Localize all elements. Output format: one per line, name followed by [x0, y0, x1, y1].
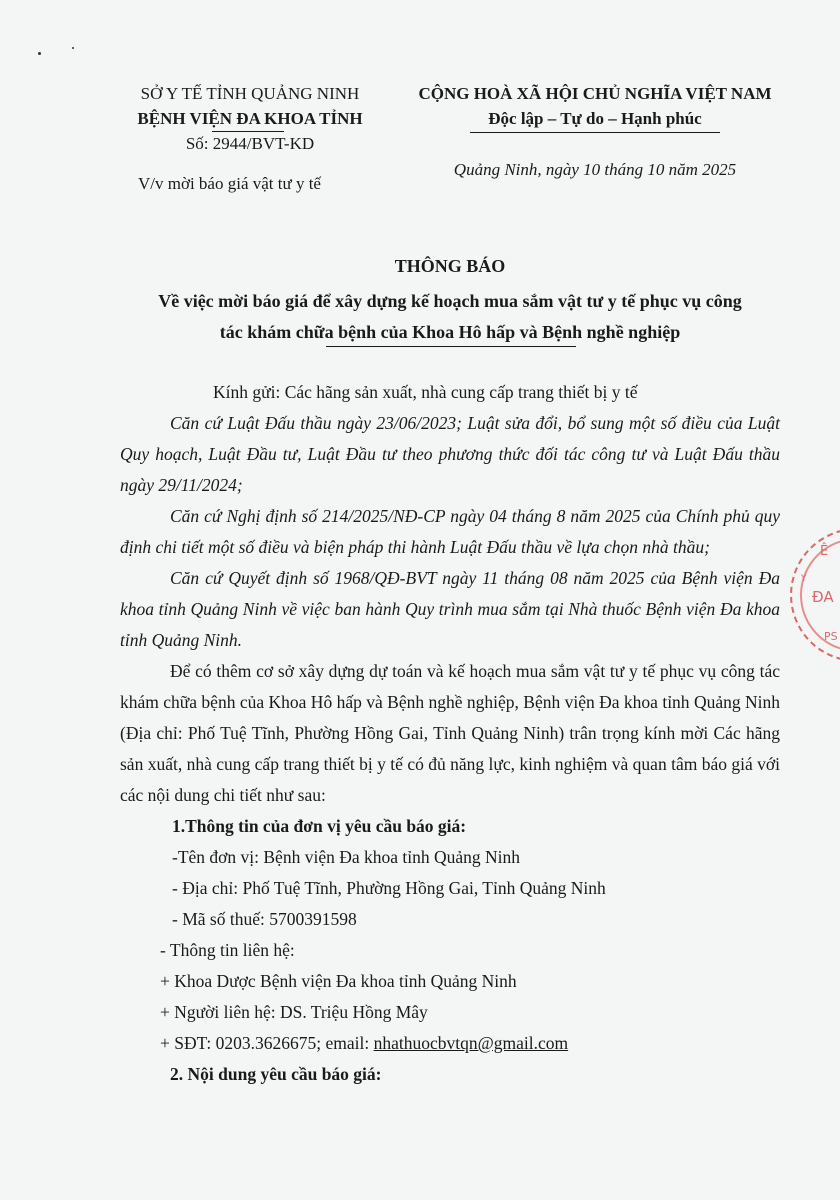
header-country: CỘNG HOÀ XÃ HỘI CHỦ NGHĨA VIỆT NAM	[418, 84, 772, 103]
header-department: SỞ Y TẾ TỈNH QUẢNG NINH	[140, 84, 360, 103]
contact-email-link[interactable]: nhathuocbvtqn@gmail.com	[373, 1033, 569, 1053]
contact-phone-email	[160, 1028, 568, 1059]
unit-address: - Địa chỉ: Phố Tuệ Tĩnh, Phường Hồng Gai, Tỉnh Quảng Ninh	[172, 878, 606, 898]
intro-paragraph: Để có thêm cơ sở xây dựng dự toán và kế hoạch mua sắm vật tư y tế phục vụ công tác khám chữa bệnh của Khoa Hô hấp và Bệnh nghề nghiệp, Bệnh viện Đa khoa tỉnh Quảng Ninh (Địa chỉ: Phố Tuệ Tĩnh, Phường Hồng Gai, Tỉnh Quảng Ninh) trân trọng kính mời Các hãng sản xuất, nhà cung cấp trang thiết bị y tế có đủ năng lực, kinh nghiệm và quan tâm báo giá với các nội dung chi tiết như sau:	[120, 661, 780, 805]
title-line2: tác khám chữa bệnh của Khoa Hô hấp và Bệnh nghề nghiệp	[219, 322, 681, 342]
header-motto: Độc lập – Tự do – Hạnh phúc	[488, 109, 702, 128]
title-underline	[326, 346, 576, 347]
unit-name: -Tên đơn vị: Bệnh viện Đa khoa tỉnh Quảng Ninh	[172, 847, 521, 867]
title-line1: Về việc mời báo giá để xây dựng kế hoạch mua sắm vật tư y tế phục vụ công	[158, 291, 742, 311]
header-motto-underline	[470, 132, 720, 133]
seal-text-side: Y	[801, 574, 807, 584]
contact-department: + Khoa Dược Bệnh viện Đa khoa tỉnh Quảng Ninh	[160, 971, 517, 991]
contact-phone: + SĐT: 0203.3626675; email:	[160, 1033, 374, 1053]
document-number: Số: 2944/BVT-KD	[185, 134, 315, 153]
seal-text-mid: ĐA	[812, 588, 834, 606]
recipient-line: Kính gửi: Các hãng sản xuất, nhà cung cấp trang thiết bị y tế	[213, 382, 638, 402]
seal-text-top: Ê	[820, 544, 829, 559]
legal-basis-3: Căn cứ Quyết định số 1968/QĐ-BVT ngày 11 tháng 08 năm 2025 của Bệnh viện Đa khoa tỉnh Quảng Ninh về việc ban hành Quy trình mua sắm tại Nhà thuốc Bệnh viện Đa khoa tỉnh Quảng Ninh.	[120, 568, 780, 650]
section1-heading: 1.Thông tin của đơn vị yêu cầu báo giá:	[172, 816, 467, 836]
section2-heading: 2. Nội dung yêu cầu báo giá:	[170, 1064, 382, 1084]
official-seal	[790, 528, 840, 662]
contact-heading: - Thông tin liên hệ:	[160, 940, 295, 960]
tax-code: - Mã số thuế: 5700391598	[172, 909, 357, 929]
legal-basis-2: Căn cứ Nghị định số 214/2025/NĐ-CP ngày 04 tháng 8 năm 2025 của Chính phủ quy định chi tiết một số điều và biện pháp thi hành Luật Đấu thầu về lựa chọn nhà thầu;	[120, 506, 780, 557]
header-hospital: BỆNH VIỆN ĐA KHOA TỈNH	[137, 109, 363, 128]
scan-speck	[38, 52, 41, 55]
seal-text-bottom: PS	[824, 630, 838, 643]
scan-speck	[72, 47, 74, 49]
title-main: THÔNG BÁO	[394, 256, 506, 276]
legal-basis-1: Căn cứ Luật Đấu thầu ngày 23/06/2023; Luật sửa đổi, bổ sung một số điều của Luật Quy hoạch, Luật Đầu tư, Luật Đầu tư theo phương thức đối tác công tư và Luật Đấu thầu ngày 29/11/2024;	[120, 413, 780, 495]
document-date: Quảng Ninh, ngày 10 tháng 10 năm 2025	[453, 160, 737, 179]
document-subject: V/v mời báo giá vật tư y tế	[138, 174, 321, 193]
header-hospital-underline	[212, 131, 284, 132]
contact-person: + Người liên hệ: DS. Triệu Hồng Mây	[160, 1002, 428, 1022]
